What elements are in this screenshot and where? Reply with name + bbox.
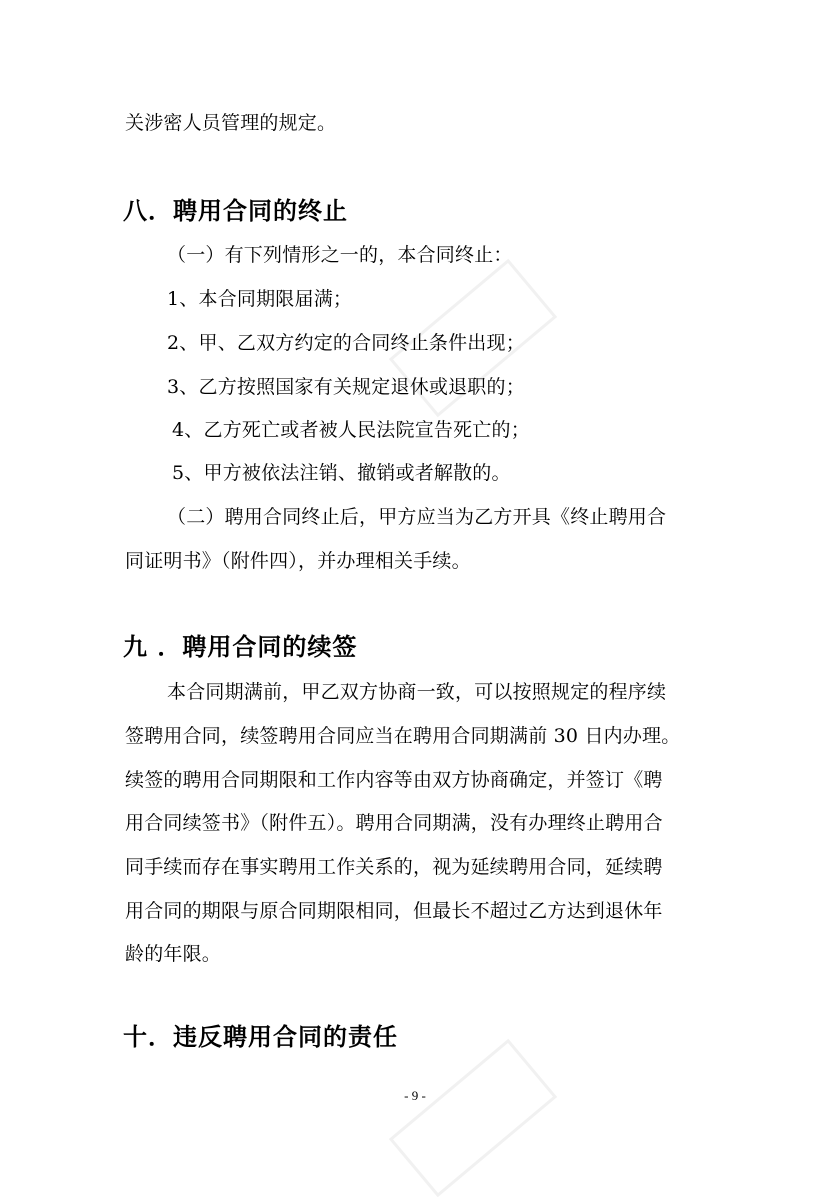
paragraph-line: 用合同的期限与原合同期限相同，但最长不超过乙方达到退休年	[125, 900, 663, 922]
section-10-heading: 十．违反聘用合同的责任	[123, 1023, 398, 1051]
list-item: 3、乙方按照国家有关规定退休或退职的；	[167, 376, 525, 398]
list-item: 4、乙方死亡或者被人民法院宣告死亡的；	[172, 419, 530, 441]
clause-1-intro: （一）有下列情形之一的，本合同终止：	[167, 244, 513, 266]
paragraph-line: 龄的年限。	[125, 943, 222, 965]
list-item: 1、本合同期限届满；	[167, 288, 353, 310]
section-8-heading: 八．聘用合同的终止	[123, 197, 348, 225]
clause-2-line-2: 同证明书》（附件四），并办理相关手续。	[125, 550, 471, 572]
section-9-heading: 九 ．聘用合同的续签	[123, 633, 358, 661]
paragraph-line: 续签的聘用合同期限和工作内容等由双方协商确定，并签订《聘	[125, 769, 663, 791]
paragraph-line: 用合同续签书》（附件五）。聘用合同期满，没有办理终止聘用合	[125, 812, 663, 834]
paragraph-line: 同手续而存在事实聘用工作关系的，视为延续聘用合同，延续聘	[125, 856, 663, 878]
list-item: 2、甲、乙双方约定的合同终止条件出现；	[167, 332, 525, 354]
page-number: - 9 -	[404, 1088, 426, 1103]
clause-2-line-1: （二）聘用合同终止后，甲方应当为乙方开具《终止聘用合	[167, 506, 667, 528]
carryover-line: 关涉密人员管理的规定。	[125, 112, 337, 134]
paragraph-line: 本合同期满前，甲乙双方协商一致，可以按照规定的程序续	[167, 681, 667, 703]
list-item: 5、甲方被依法注销、撤销或者解散的。	[172, 462, 511, 484]
paragraph-line: 签聘用合同，续签聘用合同应当在聘用合同期满前 30 日内办理。	[125, 725, 681, 747]
watermark-stamp	[389, 1039, 557, 1197]
